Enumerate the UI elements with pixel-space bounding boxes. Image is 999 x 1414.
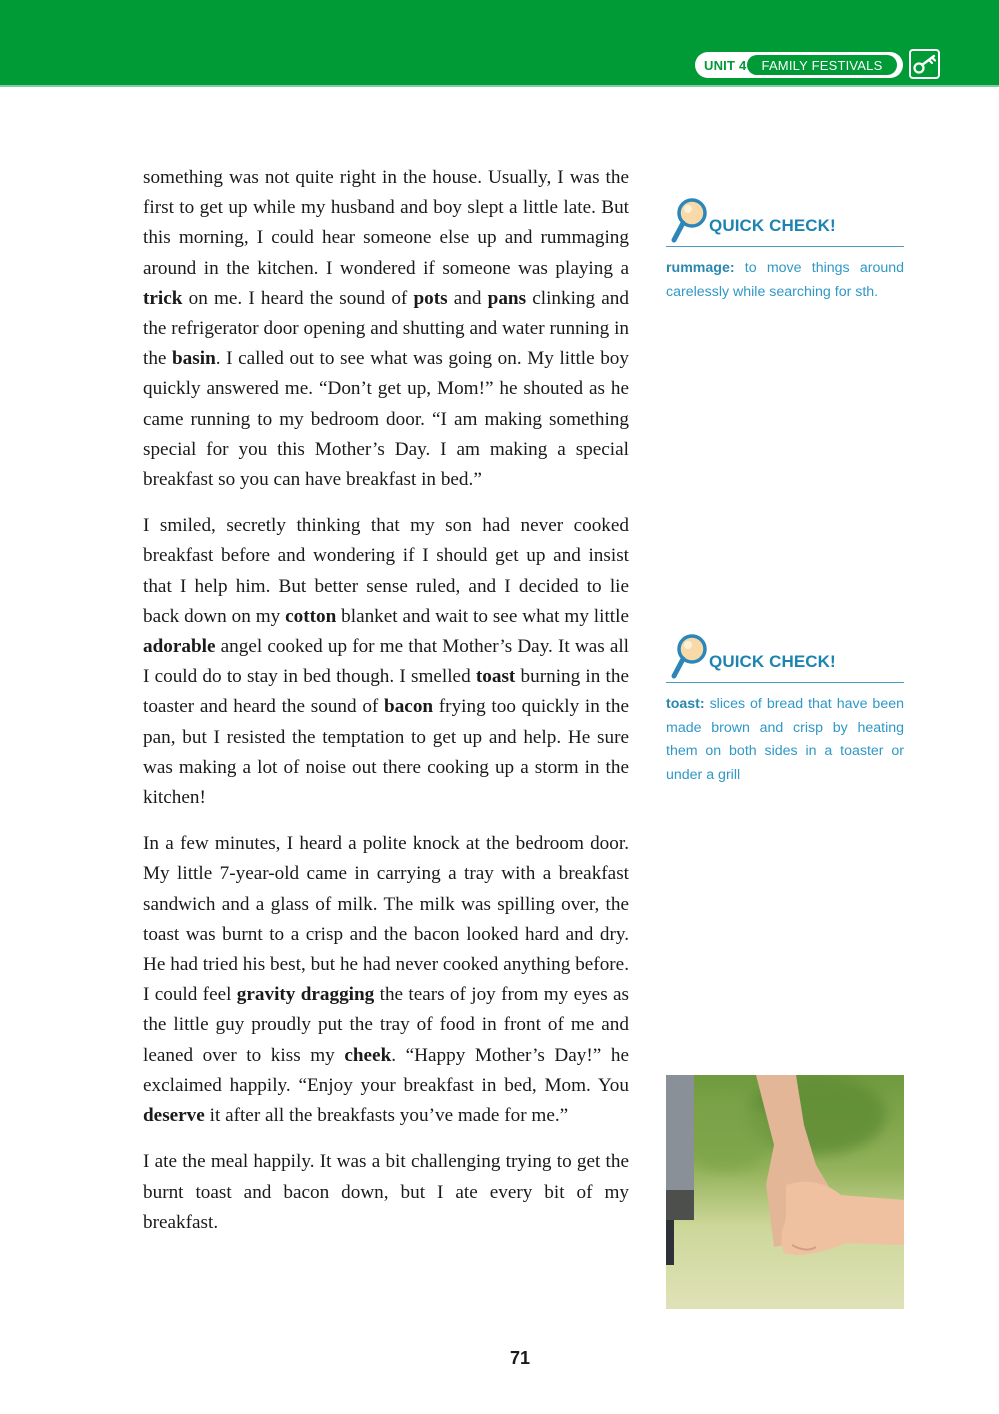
story-text-run: the tears of joy from my eyes as the little guy proudly put the tray of food in front of me and leaned over to kiss my [143, 984, 629, 1066]
story-paragraph [143, 511, 629, 813]
vocabulary-word: pans [487, 287, 527, 309]
story-text-run: on me. I heard the sound of [182, 287, 414, 309]
vocabulary-word: cotton [285, 605, 337, 627]
vocabulary-word: adorable [143, 636, 216, 658]
header-banner [0, 0, 999, 87]
vocabulary-word: basin [172, 348, 216, 370]
story-text-run: . I called out to see what was going on. My little boy quickly answered me. “Don’t get up, Mom!” he shouted as he came running to my bedroom door. “I am making something special for you this Mother’s Day. I am making a special breakfast so you can have breakfast in bed.” [143, 348, 629, 491]
quick-check-term: rummage: [666, 260, 735, 276]
quick-check-toast [666, 632, 904, 787]
quick-check-header [666, 632, 904, 683]
story-text-run: burning in the toaster and heard the sound of [143, 666, 629, 718]
vocabulary-word: pots [413, 287, 448, 309]
story-paragraph [143, 829, 629, 1131]
story-paragraph [143, 163, 629, 495]
story-text-run: frying too quickly in the pan, but I resisted the temptation to get up and help. He sure was making a lot of noise out there cooking up a storm in the kitchen! [143, 696, 629, 809]
quick-check-rummage [666, 196, 904, 304]
story-text-run: and [447, 287, 488, 309]
story-text [143, 163, 629, 1254]
quick-check-title: QUICK CHECK! [709, 652, 836, 671]
story-paragraph [143, 1147, 629, 1238]
vocabulary-word: toast [475, 666, 516, 688]
story-text-run: clinking and the refrigerator door opening and shutting and water running in the [143, 287, 629, 370]
hands-holding-photo [666, 1075, 904, 1309]
story-text-run: angel cooked up for me that Mother’s Day. It was all I could do to stay in bed though. I smelled [143, 636, 629, 688]
quick-check-meaning: to move things around carelessly while searching for sth. [666, 260, 904, 300]
vocabulary-word: deserve [143, 1105, 205, 1127]
vocabulary-word: bacon [384, 696, 434, 718]
quick-check-definition [666, 257, 904, 304]
story-text-run: it after all the breakfasts you’ve made for me.” [204, 1105, 569, 1127]
unit-title: FAMILY FESTIVALS [747, 55, 897, 75]
quick-check-header [666, 196, 904, 247]
story-text-run: . “Happy Mother’s Day!” he exclaimed happily. “Enjoy your breakfast in bed, Mom. You [143, 1044, 629, 1096]
vocabulary-word: cheek [344, 1044, 392, 1066]
magnifier-icon [668, 632, 708, 687]
story-text-run: I smiled, secretly thinking that my son had never cooked breakfast before and wondering if I should get up and insist that I help him. But better sense ruled, and I decided to lie back down on my [143, 515, 629, 627]
story-text-run: I ate the meal happily. It was a bit challenging trying to get the burnt toast and bacon down, but I ate every bit of my breakfast. [143, 1151, 629, 1233]
vocabulary-word: trick [143, 287, 183, 309]
quick-check-title: QUICK CHECK! [709, 216, 836, 235]
quick-check-meaning: slices of bread that have been made brown and crisp by heating them on both sides in a toaster or under a grill [666, 696, 904, 783]
quick-check-definition [666, 693, 904, 787]
page-number: 71 [509, 1348, 531, 1368]
key-icon [909, 49, 940, 79]
story-text-run: blanket and wait to see what my little [336, 605, 629, 627]
story-text-run: In a few minutes, I heard a polite knock at the bedroom door. My little 7-year-old came in carrying a tray with a breakfast sandwich and a glass of milk. The milk was spilling over, the toast was burnt to a crisp and the bacon looked hard and dry. He had tried his best, but he had never cooked anything before. I could feel [143, 833, 629, 1006]
magnifier-icon [668, 196, 708, 251]
vocabulary-word: gravity dragging [236, 984, 375, 1006]
unit-badge [695, 52, 903, 78]
story-text-run: something was not quite right in the house. Usually, I was the first to get up while my husband and boy slept a little late. But this morning, I could hear someone else up and rummaging around in the kitchen. I wondered if someone was playing a [143, 167, 629, 279]
quick-check-term: toast: [666, 696, 705, 712]
unit-label: UNIT 4 [704, 57, 747, 73]
